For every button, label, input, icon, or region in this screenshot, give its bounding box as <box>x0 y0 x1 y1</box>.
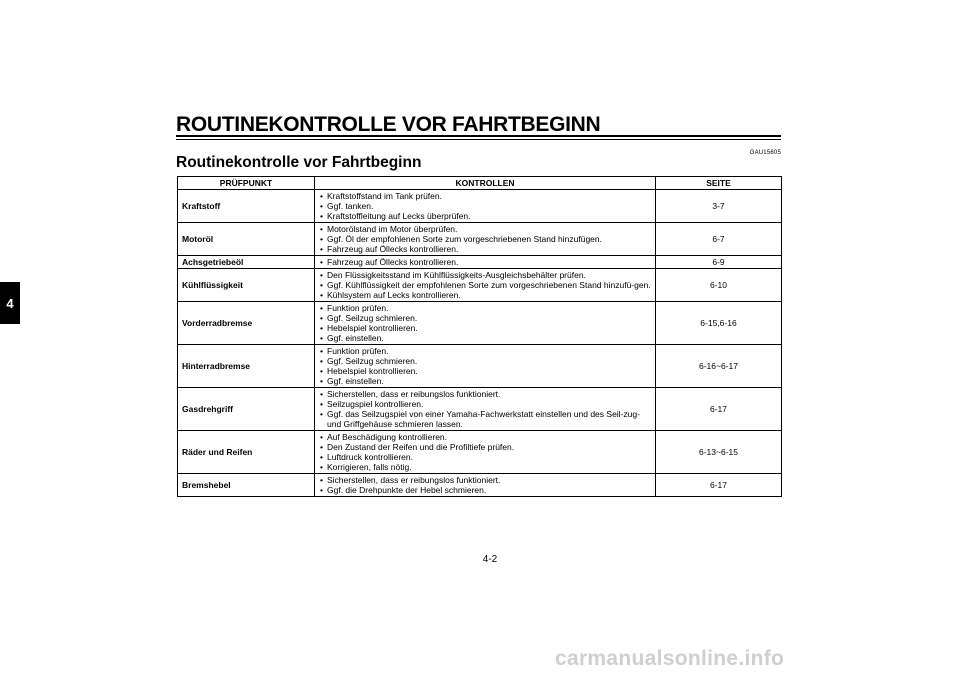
check-step: • Fahrzeug auf Öllecks kontrollieren. <box>319 257 651 267</box>
section-code: GAU15605 <box>749 150 781 156</box>
column-header-checks: KONTROLLEN <box>315 177 656 190</box>
check-list <box>315 190 656 223</box>
check-step: • Den Zustand der Reifen und die Profiltiefe prüfen. <box>319 442 651 452</box>
check-list <box>315 388 656 431</box>
check-bullet-list <box>319 475 651 495</box>
check-list <box>315 269 656 302</box>
check-step: • Motorölstand im Motor überprüfen. <box>319 224 651 234</box>
check-list <box>315 223 656 256</box>
check-step: • Ggf. einstellen. <box>319 376 651 386</box>
check-list <box>315 474 656 497</box>
table-row <box>178 190 782 223</box>
check-step: • Kraftstoffleitung auf Lecks überprüfen. <box>319 211 651 221</box>
table-header-row <box>178 177 782 190</box>
check-step: • Kühlsystem auf Lecks kontrollieren. <box>319 290 651 300</box>
check-list <box>315 302 656 345</box>
table-row <box>178 269 782 302</box>
check-step: • Hebelspiel kontrollieren. <box>319 323 651 333</box>
check-step: • Ggf. die Drehpunkte der Hebel schmieren. <box>319 485 651 495</box>
table-row <box>178 431 782 474</box>
table-row <box>178 256 782 269</box>
page-number: 4-2 <box>482 554 498 565</box>
check-bullet-list <box>319 346 651 386</box>
check-step: • Ggf. Kühlflüssigkeit der empfohlenen Sorte zum vorgeschriebenen Stand hinzufü-gen. <box>319 280 651 290</box>
check-bullet-list <box>319 270 651 300</box>
table-row <box>178 345 782 388</box>
check-step: • Korrigieren, falls nötig. <box>319 462 651 472</box>
table-row <box>178 388 782 431</box>
page-title: ROUTINEKONTROLLE VOR FAHRTBEGINN <box>176 113 601 136</box>
check-bullet-list <box>319 432 651 472</box>
check-step: • Ggf. einstellen. <box>319 333 651 343</box>
check-step: • Sicherstellen, dass er reibungslos funktioniert. <box>319 389 651 399</box>
check-bullet-list <box>319 389 651 429</box>
check-step: • Ggf. Öl der empfohlenen Sorte zum vorgeschriebenen Stand hinzufügen. <box>319 234 651 244</box>
table-row <box>178 223 782 256</box>
check-step: • Sicherstellen, dass er reibungslos funktioniert. <box>319 475 651 485</box>
check-item: Gasdrehgriff <box>178 388 315 431</box>
page-reference: 6-17 <box>656 388 782 431</box>
page-reference: 6-9 <box>656 256 782 269</box>
check-item: Kühlflüssigkeit <box>178 269 315 302</box>
check-list <box>315 431 656 474</box>
page-reference: 6-16~6-17 <box>656 345 782 388</box>
check-step: • Ggf. Seilzug schmieren. <box>319 356 651 366</box>
title-rule <box>176 135 781 140</box>
table-row <box>178 302 782 345</box>
check-item: Motoröl <box>178 223 315 256</box>
check-bullet-list <box>319 191 651 221</box>
check-step: • Den Flüssigkeitsstand im Kühlflüssigkeits-Ausgleichsbehälter prüfen. <box>319 270 651 280</box>
section-subtitle: Routinekontrolle vor Fahrtbeginn <box>176 154 422 171</box>
page-reference: 6-7 <box>656 223 782 256</box>
chapter-tab: 4 <box>0 282 20 324</box>
check-bullet-list <box>319 303 651 343</box>
check-step: • Kraftstoffstand im Tank prüfen. <box>319 191 651 201</box>
check-step: • Auf Beschädigung kontrollieren. <box>319 432 651 442</box>
check-item: Achsgetriebeöl <box>178 256 315 269</box>
check-item: Räder und Reifen <box>178 431 315 474</box>
check-step: • Luftdruck kontrollieren. <box>319 452 651 462</box>
column-header-item: PRÜFPUNKT <box>178 177 315 190</box>
check-item: Hinterradbremse <box>178 345 315 388</box>
check-step: • Seilzugspiel kontrollieren. <box>319 399 651 409</box>
check-item: Bremshebel <box>178 474 315 497</box>
check-list <box>315 345 656 388</box>
page-reference: 6-13~6-15 <box>656 431 782 474</box>
check-list <box>315 256 656 269</box>
page-reference: 6-10 <box>656 269 782 302</box>
page-reference: 6-15,6-16 <box>656 302 782 345</box>
page-reference: 6-17 <box>656 474 782 497</box>
check-step: • Fahrzeug auf Öllecks kontrollieren. <box>319 244 651 254</box>
check-step: • Ggf. Seilzug schmieren. <box>319 313 651 323</box>
column-header-page: SEITE <box>656 177 782 190</box>
check-step: • Hebelspiel kontrollieren. <box>319 366 651 376</box>
check-bullet-list <box>319 224 651 254</box>
check-item: Vorderradbremse <box>178 302 315 345</box>
check-step: • Funktion prüfen. <box>319 346 651 356</box>
table-row <box>178 474 782 497</box>
check-step: • Ggf. tanken. <box>319 201 651 211</box>
check-step: • Ggf. das Seilzugspiel von einer Yamaha-Fachwerkstatt einstellen und des Seil-zug- und Griffgehäuse schmieren lassen. <box>319 409 651 429</box>
check-step: • Funktion prüfen. <box>319 303 651 313</box>
check-item: Kraftstoff <box>178 190 315 223</box>
check-bullet-list <box>319 257 651 267</box>
checklist-table <box>177 176 782 497</box>
page-reference: 3-7 <box>656 190 782 223</box>
watermark: carmanualsonline.info <box>555 647 785 670</box>
